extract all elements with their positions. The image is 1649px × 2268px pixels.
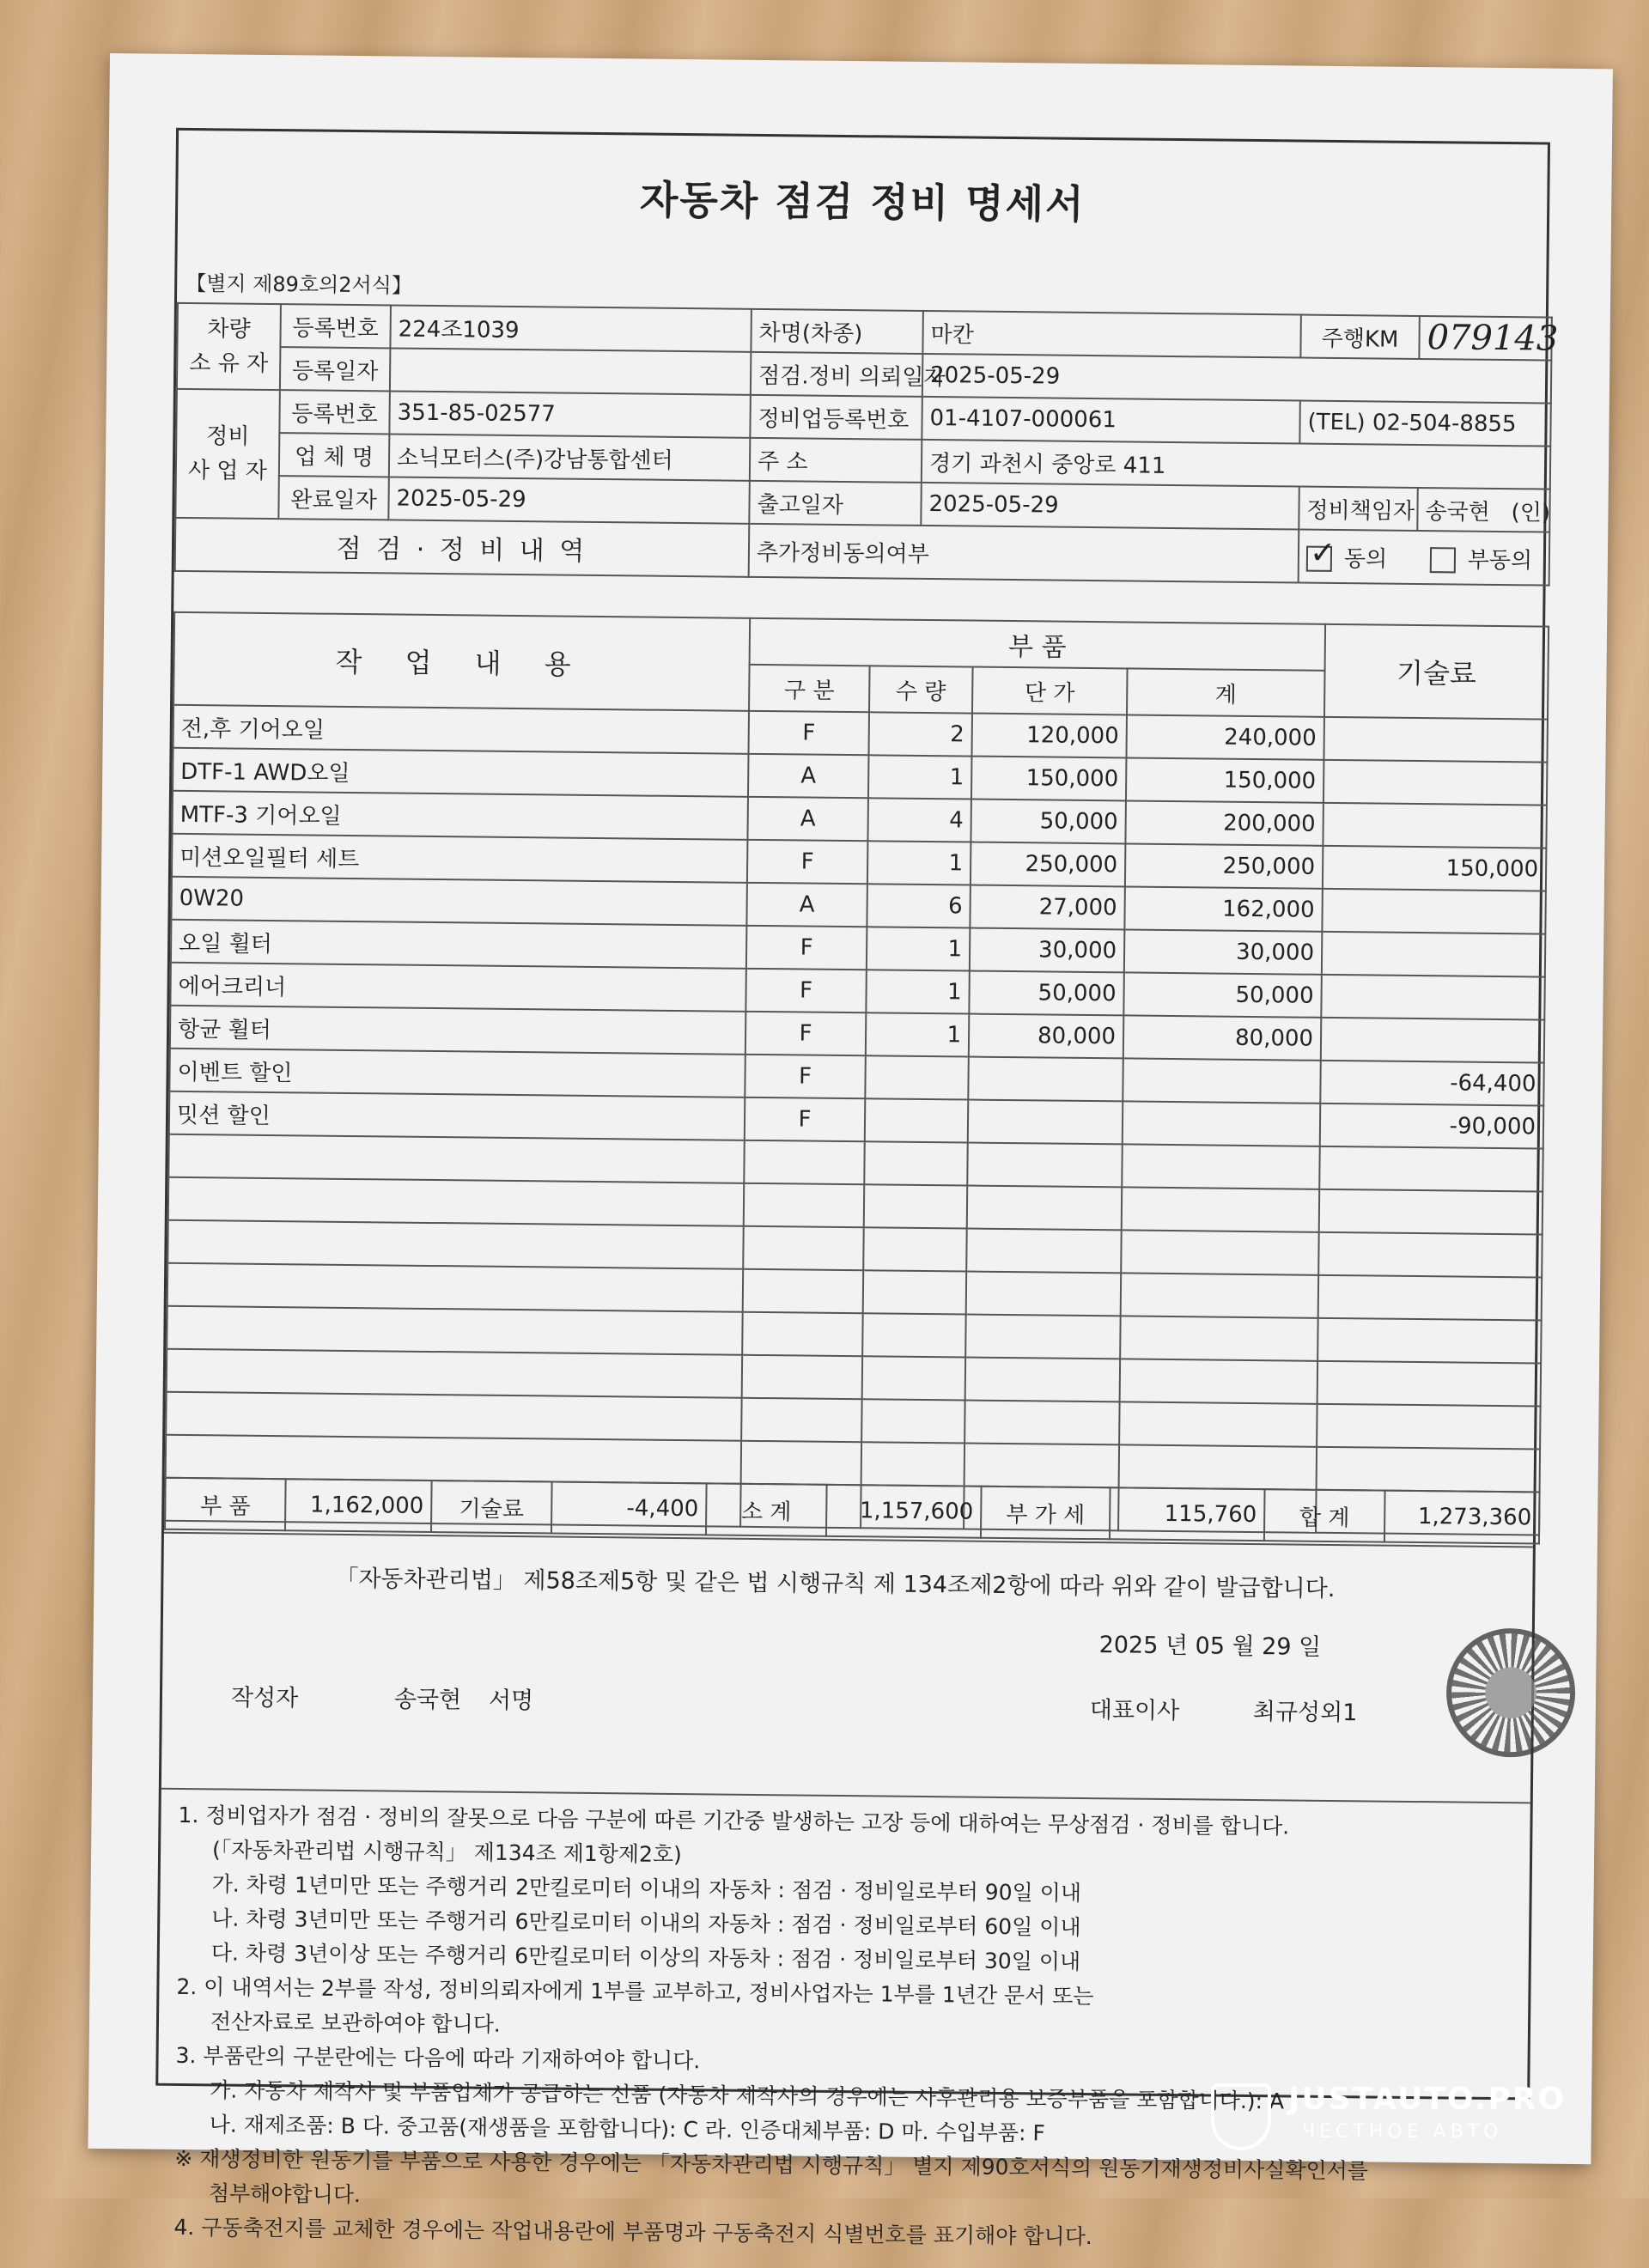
total-cell bbox=[1123, 1058, 1321, 1103]
qty-cell bbox=[863, 1227, 967, 1271]
total-cell bbox=[1120, 1316, 1318, 1360]
type-cell bbox=[743, 1269, 864, 1313]
owner-reg-no: 224조1039 bbox=[390, 305, 751, 351]
type-cell: F bbox=[745, 1012, 867, 1055]
qty-cell bbox=[862, 1313, 966, 1357]
note-line: 나. 재제조품: B 다. 중고품(재생품을 포함합니다): C 라. 인증대체부품: D 마. 수입부품: F bbox=[209, 2112, 1045, 2146]
total-cell bbox=[1123, 1101, 1321, 1146]
work-items-table bbox=[164, 611, 1549, 1536]
work-cell: 에어크리너 bbox=[170, 963, 745, 1012]
price-cell bbox=[965, 1358, 1121, 1402]
tech-total: -4,400 bbox=[551, 1481, 707, 1535]
shield-logo-icon bbox=[1211, 2083, 1271, 2150]
work-cell: 미션오일필터 세트 bbox=[172, 834, 747, 883]
tech-fee-cell bbox=[1318, 1232, 1543, 1278]
company-seal-stamp bbox=[1445, 1627, 1576, 1758]
tech-fee-cell bbox=[1317, 1318, 1542, 1364]
grand-total: 1,273,360 bbox=[1384, 1491, 1540, 1544]
tech-fee-cell bbox=[1323, 717, 1548, 763]
address: 경기 과천시 중앙로 411 bbox=[922, 440, 1550, 489]
price-cell: 80,000 bbox=[969, 1014, 1124, 1059]
price-cell: 50,000 bbox=[971, 800, 1126, 844]
type-cell: A bbox=[746, 883, 867, 927]
work-cell: 오일 휠터 bbox=[171, 920, 746, 969]
qty-cell bbox=[863, 1270, 967, 1314]
work-cell bbox=[167, 1220, 743, 1269]
note-line: 4. 구동축전지를 교체한 경우에는 작업내용란에 부품명과 구동축전지 식별번호를 표기해야 합니다. bbox=[173, 2214, 1092, 2250]
work-cell bbox=[167, 1306, 742, 1355]
tech-fee-cell bbox=[1319, 1146, 1543, 1192]
type-cell: F bbox=[747, 840, 868, 884]
work-cell: 항균 휠터 bbox=[170, 1006, 745, 1055]
type-cell bbox=[741, 1398, 862, 1442]
total-cell bbox=[1122, 1144, 1320, 1189]
total-cell: 200,000 bbox=[1125, 800, 1323, 845]
total-cell bbox=[1119, 1402, 1317, 1446]
owner-reg-no-label: 등록번호 bbox=[280, 304, 391, 348]
total-cell: 150,000 bbox=[1126, 757, 1324, 802]
price-cell: 150,000 bbox=[971, 757, 1127, 801]
total-cell: 250,000 bbox=[1125, 843, 1323, 888]
owner-reg-date bbox=[390, 348, 751, 394]
check-mark-icon: ✓ bbox=[1309, 535, 1336, 571]
consent-options bbox=[1299, 530, 1550, 586]
tech-fee-cell bbox=[1321, 1018, 1545, 1063]
tech-fee-cell bbox=[1317, 1404, 1541, 1450]
tech-fee-cell bbox=[1317, 1447, 1541, 1493]
qty-cell: 1 bbox=[867, 841, 971, 885]
work-cell bbox=[168, 1134, 744, 1183]
watermark-brand: JUSTAUTO.PRO bbox=[1288, 2082, 1567, 2117]
tech-fee-cell bbox=[1321, 975, 1545, 1020]
type-cell: F bbox=[745, 1098, 866, 1141]
note-line: 나. 차령 3년미만 또는 주행거리 6만킬로미터 이내의 자동차 : 점검 · 정비일로부터 60일 이내 bbox=[211, 1906, 1081, 1940]
type-cell bbox=[742, 1355, 863, 1399]
watermark-logo bbox=[1211, 2078, 1572, 2156]
total-cell bbox=[1121, 1273, 1319, 1317]
qty-cell: 6 bbox=[867, 884, 971, 927]
price-cell bbox=[966, 1229, 1122, 1274]
vat: 115,760 bbox=[1110, 1487, 1265, 1541]
manager-cell bbox=[1417, 488, 1550, 532]
price-cell: 27,000 bbox=[970, 885, 1125, 930]
note-line: 전산자료로 보관하여야 합니다. bbox=[210, 2009, 501, 2037]
manager-label: 정비책임자 bbox=[1299, 487, 1418, 531]
price-cell bbox=[965, 1315, 1121, 1359]
work-cell: 전,후 기어오일 bbox=[173, 705, 749, 754]
writer-name: 송국현 bbox=[393, 1686, 462, 1714]
tech-fee-cell bbox=[1317, 1361, 1542, 1407]
complete-date: 2025-05-29 bbox=[388, 477, 750, 523]
total-cell bbox=[1121, 1230, 1319, 1274]
grand-total-label: 합 계 bbox=[1264, 1489, 1385, 1541]
biz-reg-no: 01-4107-000061 bbox=[922, 397, 1299, 444]
col-qty-header: 수 량 bbox=[869, 666, 973, 713]
disagree-label: 부동의 bbox=[1467, 547, 1533, 574]
tech-fee-cell bbox=[1322, 932, 1546, 977]
work-cell: 0W20 bbox=[171, 877, 746, 926]
document-title: 자동차 점검 정비 명세서 bbox=[639, 176, 1086, 228]
total-cell: 50,000 bbox=[1123, 972, 1322, 1017]
shop-name: 소닉모터스(주)강남통합센터 bbox=[389, 434, 751, 480]
shop-reg-no: 351-85-02577 bbox=[389, 391, 751, 437]
mileage-value: 079143 bbox=[1419, 316, 1552, 361]
form-number: 【별지 제89호의2서식】 bbox=[186, 271, 413, 298]
note-line: 가. 자동차 제작사 및 부품업체가 공급하는 신품 (자동차 제작사의 경우에는 사후관리용 보증부품을 포함합니다.): A bbox=[210, 2077, 1285, 2114]
type-cell: A bbox=[748, 754, 869, 798]
disagree-checkbox[interactable] bbox=[1430, 547, 1456, 573]
tech-fee-cell bbox=[1318, 1275, 1543, 1321]
work-cell: 이벤트 할인 bbox=[169, 1049, 745, 1098]
issue-date: 2025 년 05 월 29 일 bbox=[1098, 1632, 1322, 1661]
vat-label: 부 가 세 bbox=[981, 1487, 1110, 1540]
owner-section-label: 차량 소 유 자 bbox=[177, 303, 281, 390]
total-cell: 162,000 bbox=[1124, 886, 1323, 931]
address-label: 주 소 bbox=[750, 438, 922, 483]
tech-fee-cell: -90,000 bbox=[1320, 1104, 1544, 1149]
col-total-header: 계 bbox=[1127, 668, 1325, 716]
price-cell bbox=[964, 1401, 1120, 1445]
qty-cell bbox=[862, 1356, 966, 1400]
price-cell: 30,000 bbox=[970, 928, 1125, 973]
price-cell bbox=[968, 1057, 1123, 1102]
work-cell bbox=[166, 1392, 741, 1441]
total-cell bbox=[1120, 1359, 1318, 1403]
issue-statement: 「자동차관리법」 제58조제5항 및 같은 법 시행규칙 제 134조제2항에 따라 위와 같이 발급합니다. bbox=[335, 1565, 1336, 1603]
mileage-label: 주행KM bbox=[1300, 315, 1420, 359]
shop-tel: (TEL) 02-504-8855 bbox=[1299, 401, 1551, 447]
work-cell: MTF-3 기어오일 bbox=[172, 791, 747, 840]
qty-cell: 1 bbox=[867, 927, 971, 970]
watermark-tagline: ЧЕСТНОЕ АВТО bbox=[1302, 2121, 1503, 2143]
parts-total-label: 부 품 bbox=[165, 1478, 286, 1530]
note-line: 2. 이 내역서는 2부를 작성, 정비의뢰자에게 1부를 교부하고, 정비사업자는 1부를 1년간 문서 또는 bbox=[176, 1973, 1094, 2010]
release-date: 2025-05-29 bbox=[921, 483, 1299, 530]
section-label-inspection: 점 검 · 정 비 내 역 bbox=[175, 518, 750, 577]
tech-total-label: 기술료 bbox=[431, 1481, 552, 1533]
type-cell: F bbox=[745, 969, 867, 1012]
manager-name: 송국현 bbox=[1425, 498, 1491, 526]
work-cell bbox=[167, 1263, 743, 1312]
price-cell bbox=[967, 1186, 1123, 1231]
sign-label: 서명 bbox=[488, 1687, 534, 1715]
price-cell bbox=[964, 1444, 1120, 1488]
shop-reg-no-label: 등록번호 bbox=[279, 390, 390, 434]
ceo-name: 최규성외1 bbox=[1252, 1699, 1358, 1727]
tech-fee-cell bbox=[1323, 760, 1548, 806]
qty-cell bbox=[864, 1141, 968, 1185]
price-cell bbox=[966, 1272, 1122, 1316]
tech-fee-cell bbox=[1323, 803, 1547, 848]
work-header: 작 업 내 용 bbox=[173, 612, 750, 711]
note-line: 다. 차령 3년이상 또는 주행거리 6만킬로미터 이상의 자동차 : 점검 · 정비일로부터 30일 이내 bbox=[210, 1940, 1081, 1974]
price-cell: 250,000 bbox=[971, 842, 1126, 887]
note-line: 가. 차령 1년미만 또는 주행거리 2만킬로미터 이내의 자동차 : 점검 · 정비일로부터 90일 이내 bbox=[211, 1871, 1082, 1906]
qty-cell: 1 bbox=[866, 1012, 970, 1056]
total-cell: 30,000 bbox=[1124, 929, 1323, 974]
work-cell bbox=[168, 1177, 744, 1226]
price-cell: 50,000 bbox=[969, 971, 1124, 1016]
price-cell bbox=[968, 1100, 1123, 1145]
qty-cell bbox=[864, 1184, 968, 1228]
request-date-label: 점검.정비 의뢰일자 bbox=[751, 352, 923, 397]
total-cell bbox=[1122, 1187, 1320, 1231]
type-cell bbox=[743, 1226, 864, 1270]
type-cell bbox=[744, 1183, 865, 1227]
biz-reg-label: 정비업등록번호 bbox=[750, 395, 922, 440]
qty-cell bbox=[865, 1055, 969, 1099]
car-name: 마칸 bbox=[922, 311, 1300, 358]
consent-label: 추가정비동의여부 bbox=[749, 524, 1299, 583]
paper-sheet bbox=[88, 53, 1612, 2250]
qty-cell: 4 bbox=[867, 798, 971, 842]
note-line: 첨부해야합니다. bbox=[208, 2180, 362, 2208]
qty-cell bbox=[861, 1399, 965, 1443]
total-cell: 240,000 bbox=[1126, 714, 1324, 759]
work-cell: 밋션 할인 bbox=[169, 1091, 745, 1140]
notes-section bbox=[156, 1790, 1530, 2268]
writer-label: 작성자 bbox=[230, 1684, 299, 1712]
shop-section-label: 정비 사 업 자 bbox=[175, 389, 280, 519]
note-line: (「자동차관리법 시행규칙」 제134조 제1항제2호) bbox=[211, 1837, 683, 1868]
note-line: ※ 재생정비한 원동기를 부품으로 사용한 경우에는 「자동차관리법 시행규칙」 별지 제90호서식의 원동기재생정비사실확인서를 bbox=[174, 2145, 1369, 2184]
total-cell: 80,000 bbox=[1123, 1015, 1322, 1060]
tech-fee-cell: -64,400 bbox=[1320, 1061, 1544, 1106]
price-cell bbox=[967, 1143, 1123, 1188]
agree-checkbox[interactable] bbox=[1306, 535, 1336, 572]
request-date: 2025-05-29 bbox=[922, 354, 1551, 404]
header-info-table bbox=[174, 302, 1559, 587]
type-cell: F bbox=[746, 926, 867, 970]
col-type-header: 구 분 bbox=[749, 665, 870, 712]
col-price-header: 단 가 bbox=[972, 667, 1128, 715]
item-rows bbox=[165, 705, 1548, 1535]
type-cell: F bbox=[745, 1055, 866, 1098]
note-line: 1. 정비업자가 점검 · 정비의 잘못으로 다음 구분에 따른 기간중 발생하는 고장 등에 대하여는 무상점검 · 정비를 합니다. bbox=[178, 1802, 1290, 1839]
agree-label: 동의 bbox=[1343, 545, 1388, 573]
qty-cell bbox=[861, 1442, 965, 1486]
work-cell bbox=[166, 1435, 741, 1484]
work-cell: DTF-1 AWD오일 bbox=[173, 748, 748, 797]
qty-cell: 1 bbox=[868, 755, 972, 799]
shop-name-label: 업 체 명 bbox=[279, 433, 390, 477]
price-cell: 120,000 bbox=[971, 714, 1127, 758]
type-cell bbox=[744, 1140, 865, 1184]
type-cell: A bbox=[747, 797, 868, 841]
work-cell bbox=[167, 1349, 742, 1398]
release-date-label: 출고일자 bbox=[749, 481, 922, 526]
qty-cell: 1 bbox=[866, 970, 970, 1013]
tech-fee-cell bbox=[1322, 889, 1546, 934]
qty-cell bbox=[865, 1098, 969, 1142]
type-cell bbox=[742, 1312, 863, 1356]
owner-reg-date-label: 등록일자 bbox=[280, 347, 391, 391]
tech-fee-cell: 150,000 bbox=[1323, 846, 1547, 891]
seal-mark: (인) bbox=[1511, 499, 1551, 526]
tech-fee-cell bbox=[1319, 1189, 1543, 1235]
subtotal: 1,157,600 bbox=[826, 1485, 982, 1538]
total-cell bbox=[1119, 1444, 1317, 1489]
type-cell: F bbox=[748, 711, 869, 755]
ceo-label: 대표이사 bbox=[1089, 1697, 1180, 1725]
qty-cell: 2 bbox=[868, 712, 972, 756]
parts-header: 부 품 bbox=[750, 618, 1326, 671]
type-cell bbox=[741, 1441, 862, 1485]
subtotal-label: 소 계 bbox=[706, 1483, 827, 1535]
tech-fee-header: 기술료 bbox=[1324, 624, 1549, 720]
car-name-label: 차명(차종) bbox=[751, 309, 923, 354]
parts-total: 1,162,000 bbox=[285, 1479, 432, 1532]
note-line: 3. 부품란의 구분란에는 다음에 따라 기재하여야 합니다. bbox=[175, 2042, 701, 2074]
issue-section bbox=[161, 1532, 1533, 1804]
complete-date-label: 완료일자 bbox=[278, 476, 389, 520]
